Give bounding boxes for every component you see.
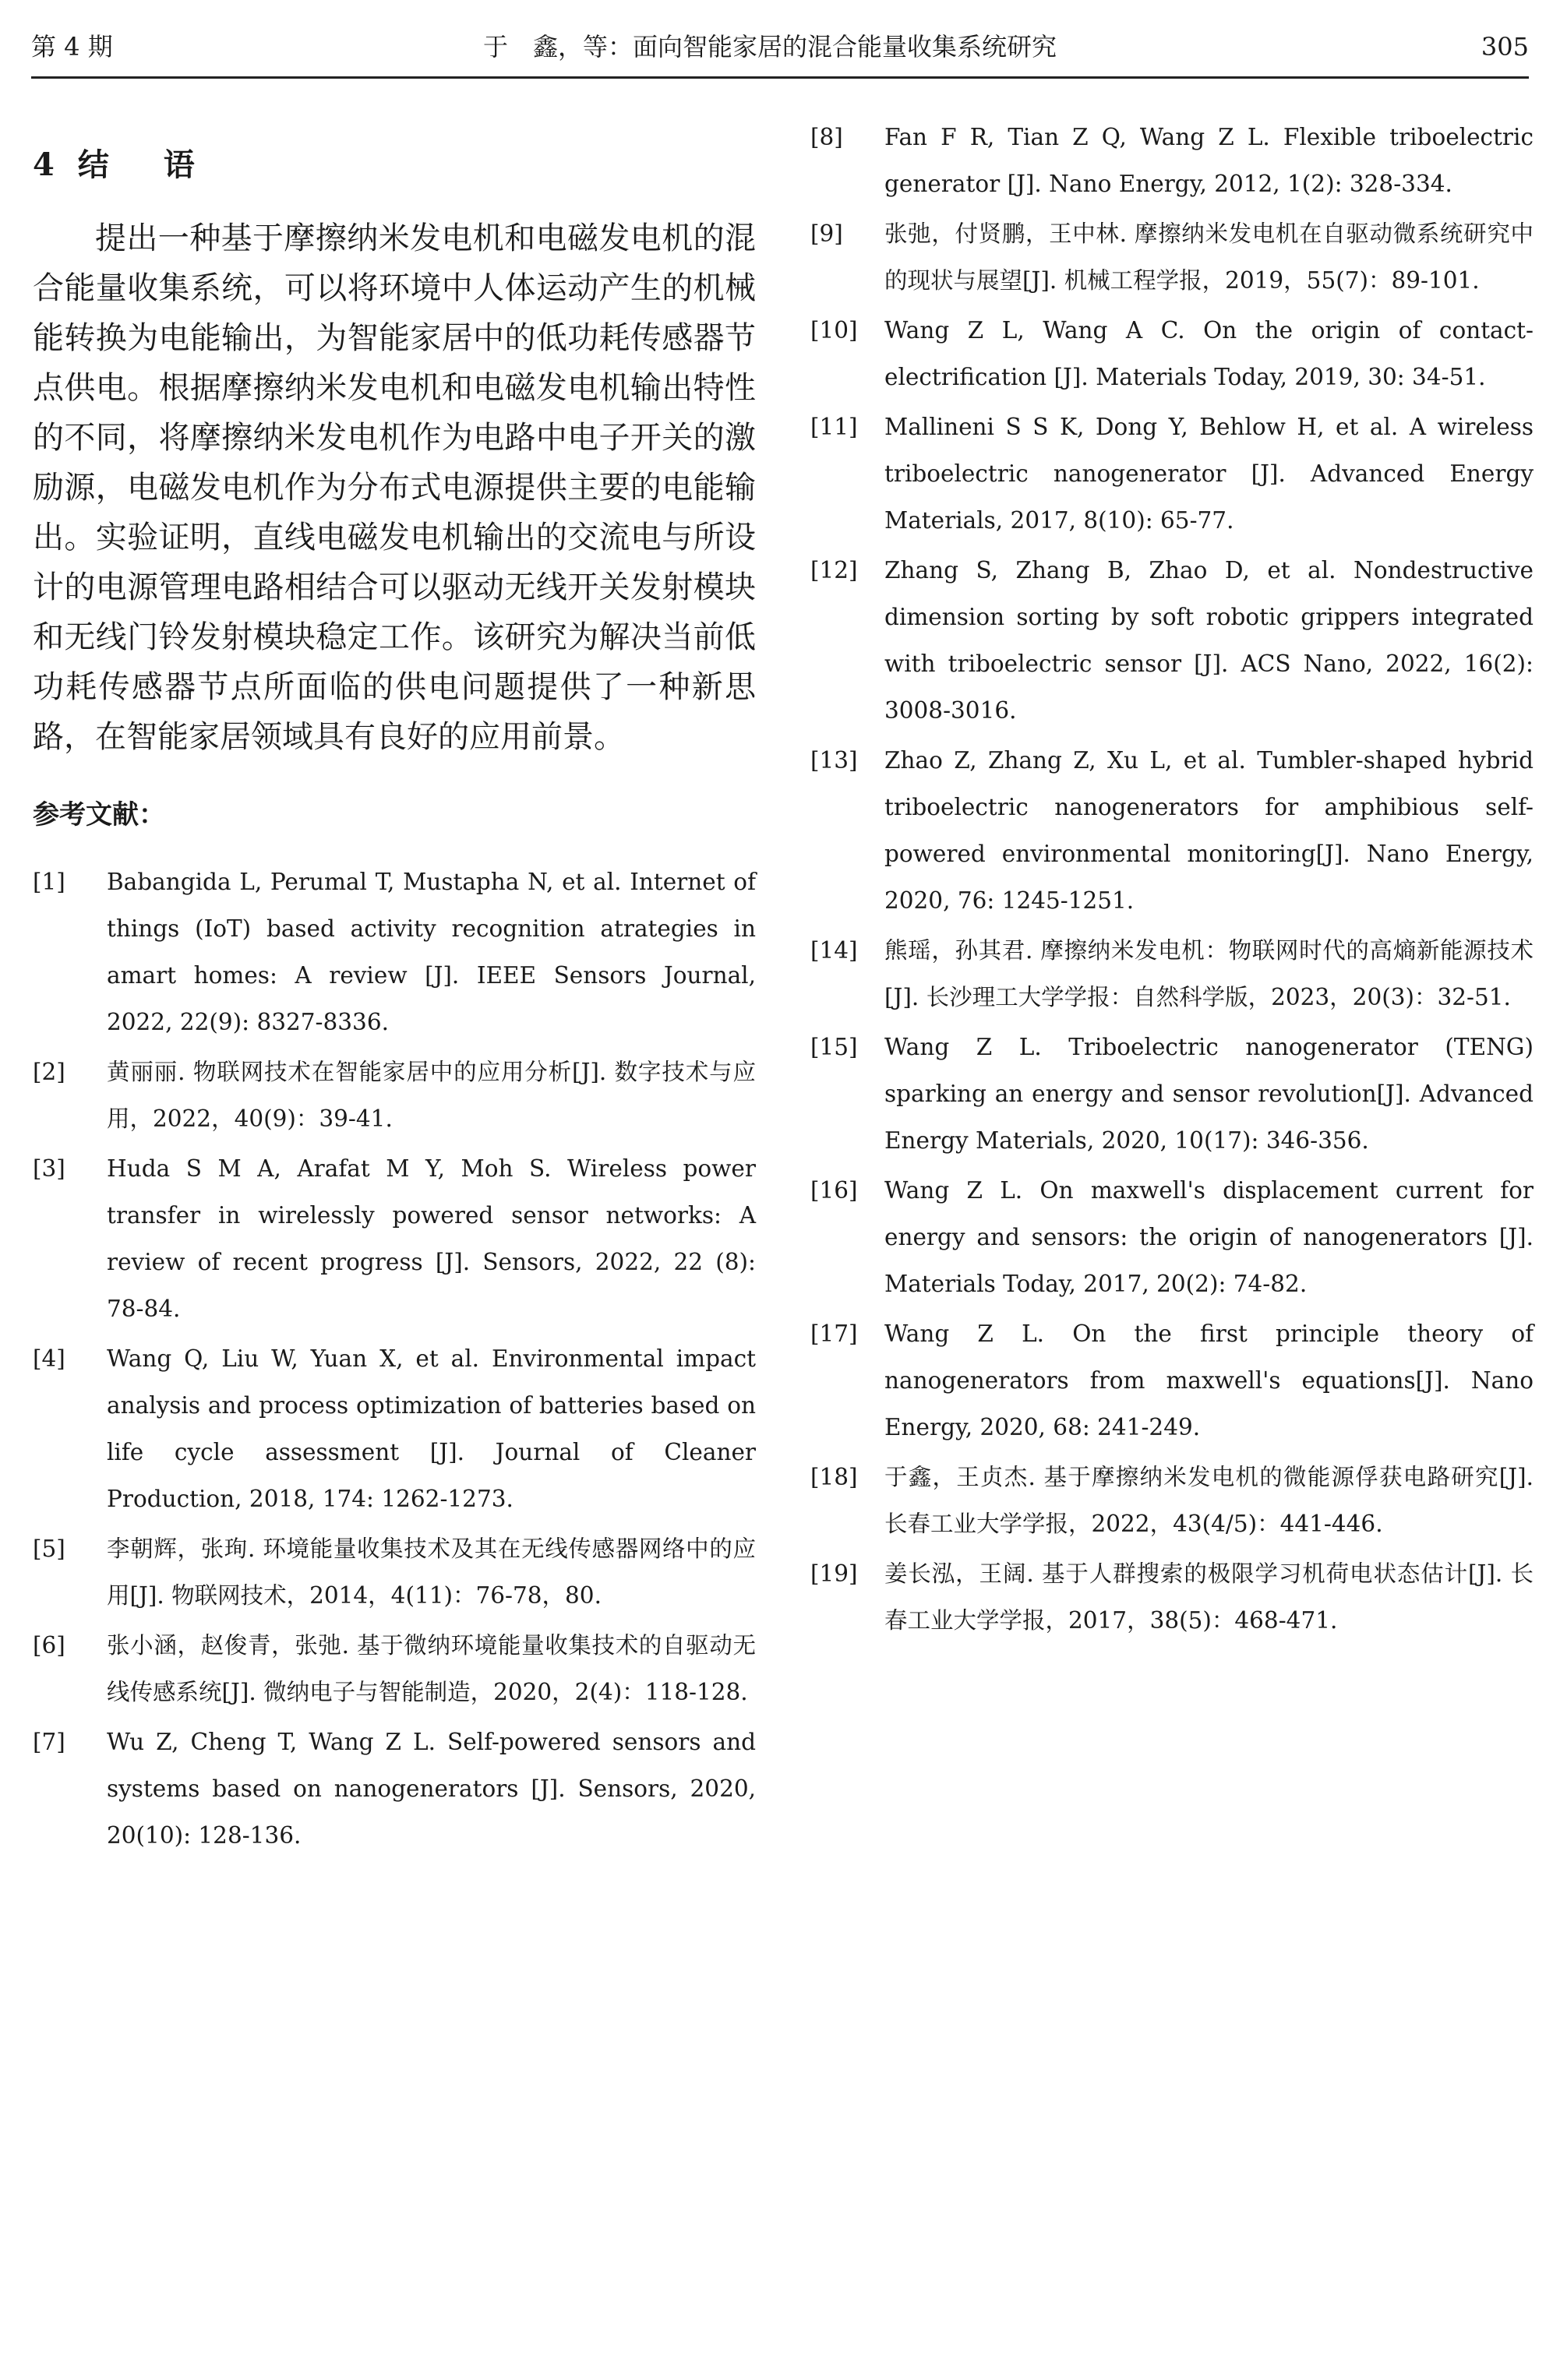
reference-number: [14]	[810, 937, 858, 964]
reference-item	[810, 1454, 1534, 1547]
reference-text: 姜长泓，王阔. 基于人群搜索的极限学习机荷电状态估计[J]. 长春工业大学学报，2017，38(5)：468-471.	[884, 1560, 1534, 1634]
reference-item	[810, 114, 1534, 207]
issue-label: 第 4 期	[31, 32, 113, 62]
reference-item	[810, 1310, 1534, 1451]
reference-number: [2]	[33, 1059, 65, 1085]
reference-item	[810, 210, 1534, 304]
page-header	[31, 28, 1529, 79]
reference-text: Wang Z L. Triboelectric nanogenerator (TENG) sparking an energy and sensor revolution[J]. Advanced Energy Materials, 2020, 10(17): 346-356.	[884, 1034, 1534, 1154]
section-number: 4	[33, 146, 56, 183]
reference-item	[810, 1024, 1534, 1164]
reference-number: [4]	[33, 1345, 65, 1372]
left-column	[33, 108, 756, 1862]
reference-item	[33, 1719, 756, 1859]
reference-number: [18]	[810, 1464, 858, 1490]
reference-text: Zhang S, Zhang B, Zhao D, et al. Nondestructive dimension sorting by soft robotic grippers integrated with triboelectric sensor [J]. ACS Nano, 2022, 16(2): 3008-3016.	[884, 557, 1534, 724]
reference-number: [9]	[810, 220, 843, 247]
page-number: 305	[1481, 32, 1529, 62]
reference-number: [16]	[810, 1177, 858, 1204]
section-heading	[33, 143, 756, 187]
conclusion-paragraph: 提出一种基于摩擦纳米发电机和电磁发电机的混合能量收集系统，可以将环境中人体运动产生的机械能转换为电能输出，为智能家居中的低功耗传感器节点供电。根据摩擦纳米发电机和电磁发电机输出特性的不同，将摩擦纳米发电机作为电路中电子开关的激励源，电磁发电机作为分布式电源提供主要的电能输出。实验证明，直线电磁发电机输出的交流电与所设计的电源管理电路相结合可以驱动无线开关发射模块和无线门铃发射模块稳定工作。该研究为解决当前低功耗传感器节点所面临的供电问题提供了一种新思路，在智能家居领域具有良好的应用前景。	[33, 220, 756, 755]
reference-item	[33, 1622, 756, 1715]
reference-number: [13]	[810, 747, 858, 774]
reference-list-left	[33, 859, 756, 1859]
reference-item	[33, 1049, 756, 1142]
reference-text: Wang Z L, Wang A C. On the origin of contact-electrification [J]. Materials Today, 2019, 30: 34-51.	[884, 317, 1534, 390]
reference-item	[33, 1145, 756, 1332]
reference-number: [11]	[810, 414, 858, 440]
reference-number: [7]	[33, 1729, 65, 1755]
reference-item	[810, 927, 1534, 1021]
reference-item	[810, 404, 1534, 544]
reference-text: 熊瑶，孙其君. 摩擦纳米发电机：物联网时代的高熵新能源技术[J]. 长沙理工大学学报：自然科学版，2023，20(3)：32-51.	[884, 937, 1534, 1010]
reference-item	[810, 307, 1534, 400]
reference-text: 黄丽丽. 物联网技术在智能家居中的应用分析[J]. 数字技术与应用，2022，40(9)：39-41.	[107, 1059, 756, 1132]
reference-item	[33, 1525, 756, 1619]
section-title: 结 语	[77, 146, 217, 183]
reference-text: 张小涵，赵俊青，张弛. 基于微纳环境能量收集技术的自驱动无线传感系统[J]. 微纳电子与智能制造，2020，2(4)：118-128.	[107, 1632, 756, 1705]
reference-number: [5]	[33, 1536, 65, 1562]
reference-item	[33, 859, 756, 1045]
reference-number: [17]	[810, 1320, 858, 1347]
reference-number: [12]	[810, 557, 858, 584]
reference-text: Wang Q, Liu W, Yuan X, et al. Environmental impact analysis and process optimization of batteries based on life cycle assessment [J]. Journal of Cleaner Production, 2018, 174: 1262-1273.	[107, 1345, 756, 1512]
reference-item	[810, 1550, 1534, 1644]
reference-item	[810, 737, 1534, 924]
reference-text: Mallineni S S K, Dong Y, Behlow H, et al. A wireless triboelectric nanogenerator [J]. Advanced Energy Materials, 2017, 8(10): 65-77.	[884, 414, 1534, 534]
reference-item	[33, 1335, 756, 1522]
reference-text: Zhao Z, Zhang Z, Xu L, et al. Tumbler-shaped hybrid triboelectric nanogenerators for amphibious self-powered environmental monitoring[J]. Nano Energy, 2020, 76: 1245-1251.	[884, 747, 1534, 914]
reference-list-right	[810, 114, 1534, 1644]
reference-item	[810, 1167, 1534, 1307]
reference-text: 张弛，付贤鹏，王中林. 摩擦纳米发电机在自驱动微系统研究中的现状与展望[J]. 机械工程学报，2019，55(7)：89-101.	[884, 220, 1534, 294]
reference-number: [19]	[810, 1560, 858, 1587]
references-heading: 参考文献：	[33, 799, 165, 830]
reference-number: [8]	[810, 124, 843, 150]
reference-item	[810, 547, 1534, 734]
reference-number: [10]	[810, 317, 858, 344]
reference-text: Wang Z L. On the first principle theory of nanogenerators from maxwell's equations[J]. Nano Energy, 2020, 68: 241-249.	[884, 1320, 1534, 1440]
reference-text: Babangida L, Perumal T, Mustapha N, et al. Internet of things (IoT) based activity recognition atrategies in amart homes: A review [J]. IEEE Sensors Journal, 2022, 22(9): 8327-8336.	[107, 869, 756, 1035]
running-title: 于 鑫，等：面向智能家居的混合能量收集系统研究	[483, 32, 1057, 62]
reference-number: [3]	[33, 1155, 65, 1182]
reference-text: Huda S M A, Arafat M Y, Moh S. Wireless power transfer in wirelessly powered sensor networks: A review of recent progress [J]. Sensors, 2022, 22 (8): 78-84.	[107, 1155, 756, 1322]
reference-text: Wu Z, Cheng T, Wang Z L. Self-powered sensors and systems based on nanogenerators [J]. Sensors, 2020, 20(10): 128-136.	[107, 1729, 756, 1849]
right-column	[810, 114, 1534, 1647]
reference-number: [6]	[33, 1632, 65, 1659]
reference-text: Fan F R, Tian Z Q, Wang Z L. Flexible triboelectric generator [J]. Nano Energy, 2012, 1(2): 328-334.	[884, 124, 1534, 197]
reference-number: [15]	[810, 1034, 858, 1060]
reference-number: [1]	[33, 869, 65, 895]
reference-text: Wang Z L. On maxwell's displacement current for energy and sensors: the origin of nanogenerators [J]. Materials Today, 2017, 20(2): 74-82.	[884, 1177, 1534, 1297]
reference-text: 李朝辉，张珣. 环境能量收集技术及其在无线传感器网络中的应用[J]. 物联网技术，2014，4(11)：76-78，80.	[107, 1536, 756, 1609]
reference-text: 于鑫，王贞杰. 基于摩擦纳米发电机的微能源俘获电路研究[J]. 长春工业大学学报，2022，43(4/5)：441-446.	[884, 1464, 1534, 1537]
